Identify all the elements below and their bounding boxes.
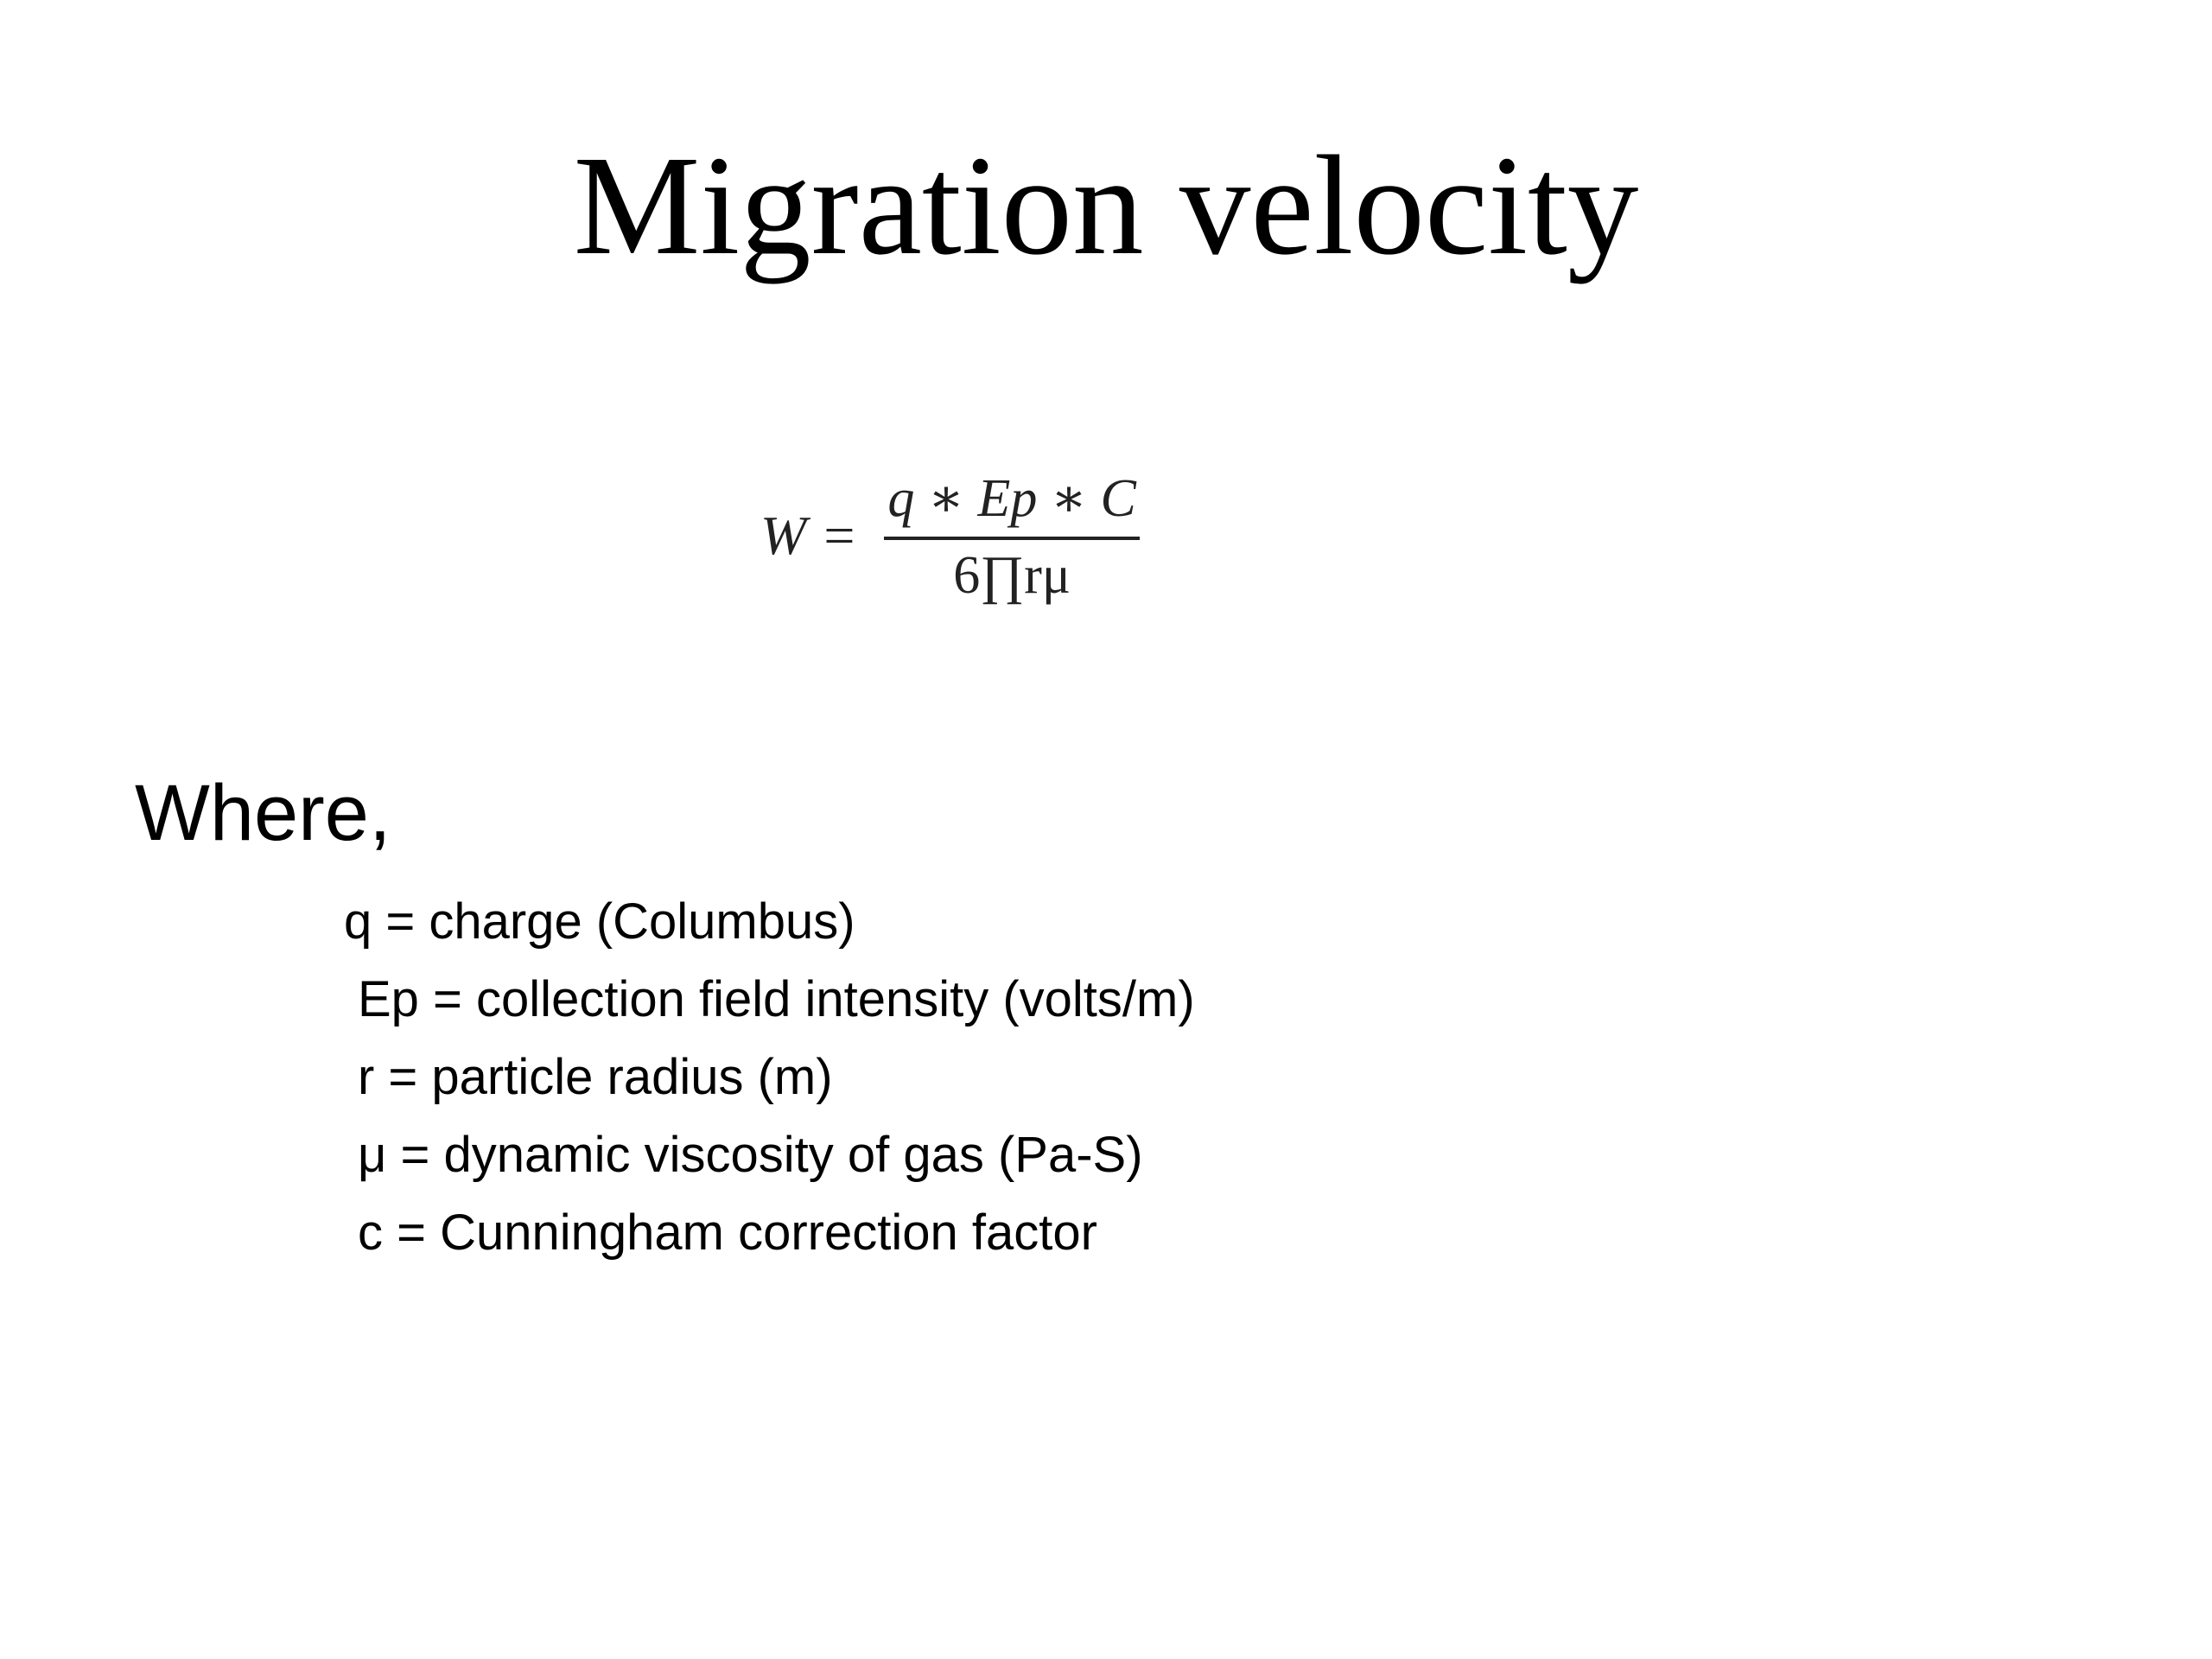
equation-denominator: 6∏rμ [953, 545, 1071, 605]
definition-mu: μ = dynamic viscosity of gas (Pa-S) [358, 1127, 1143, 1183]
definition-ep: Ep = collection field intensity (volts/m) [358, 971, 1195, 1027]
variable-definitions-list [344, 883, 1195, 1272]
equation-equals-sign: = [823, 505, 855, 566]
equation-lhs: W [760, 505, 807, 566]
definition-r: r = particle radius (m) [358, 1049, 833, 1105]
where-heading: Where, [135, 769, 391, 857]
definition-c: c = Cunningham correction factor [358, 1205, 1097, 1261]
migration-velocity-equation [760, 462, 1140, 609]
slide-title: Migration velocity [573, 126, 1639, 284]
equation-fraction [884, 466, 1140, 607]
equation-numerator: q ∗ Ep ∗ C [887, 468, 1136, 528]
definition-q: q = charge (Columbus) [344, 893, 855, 950]
